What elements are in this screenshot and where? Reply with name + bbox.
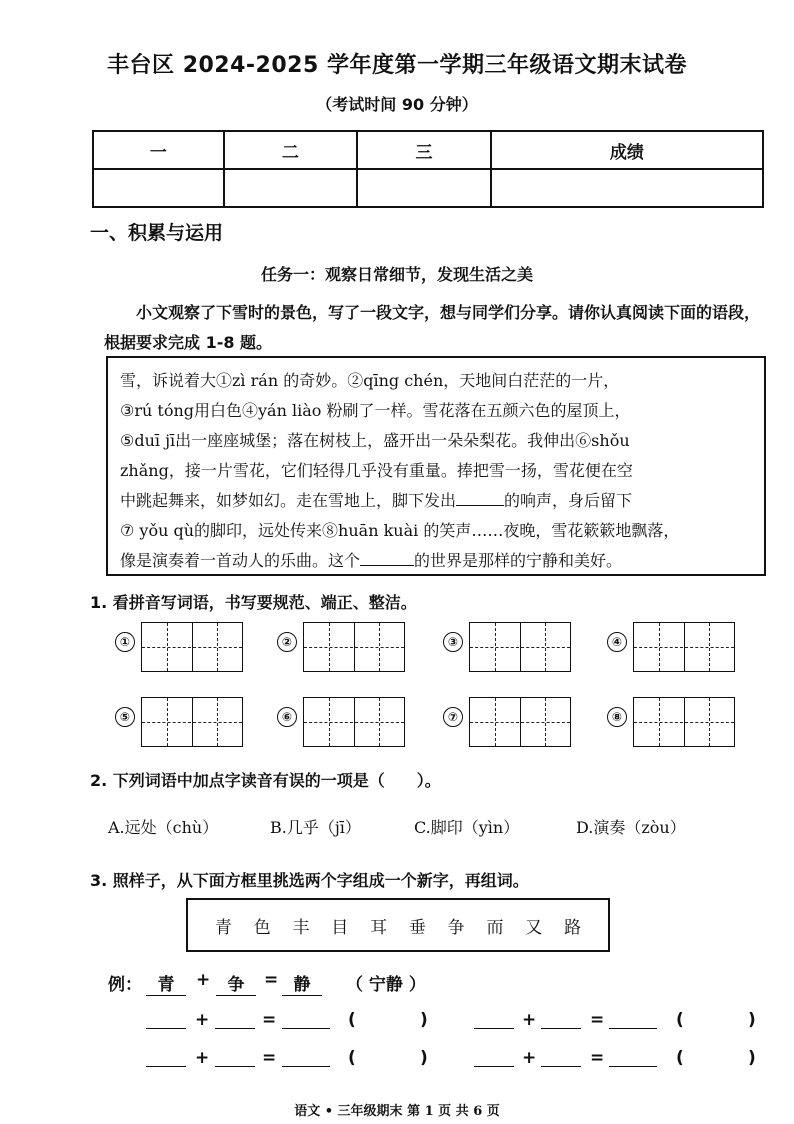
char-option: 色 bbox=[253, 917, 271, 938]
score-cell-1[interactable] bbox=[93, 169, 224, 207]
circled-number: ② bbox=[277, 632, 297, 652]
char-option: 垂 bbox=[408, 917, 426, 938]
char-option: 又 bbox=[525, 917, 543, 938]
answer-line[interactable] bbox=[282, 1066, 330, 1067]
score-header-3: 三 bbox=[357, 131, 491, 169]
passage-line: ③rú tóng用白色④yán liào 粉刷了一样。雪花落在五颜六色的屋顶上， bbox=[120, 401, 631, 420]
paren-close: ) bbox=[748, 1010, 756, 1030]
passage-text: 中跳起舞来，如梦如幻。走在雪地上，脚下发出 bbox=[120, 491, 457, 510]
equals-sign: = bbox=[590, 1010, 605, 1030]
passage-line bbox=[120, 488, 632, 511]
question-2: 2. 下列词语中加点字读音有误的一项是（ ）。 bbox=[90, 771, 441, 790]
paren-close: ) bbox=[420, 1048, 428, 1068]
tian-grid[interactable] bbox=[633, 622, 735, 672]
passage-text: 像是演奏着一首动人的乐曲。这个 bbox=[120, 551, 361, 570]
page-footer: 语文 • 三年级期末 第 1 页 共 6 页 bbox=[294, 1104, 500, 1119]
tian-grid[interactable] bbox=[469, 697, 571, 747]
equals-sign: = bbox=[262, 1048, 277, 1068]
passage-box bbox=[106, 356, 766, 576]
answer-line[interactable] bbox=[541, 1028, 581, 1029]
example-label: 例： bbox=[108, 975, 142, 995]
circled-number: ⑦ bbox=[443, 707, 463, 727]
plus-sign: + bbox=[195, 1048, 210, 1068]
character-box bbox=[186, 898, 610, 952]
score-header-total: 成绩 bbox=[491, 131, 763, 169]
example-word: （ 宁静 ） bbox=[346, 975, 426, 995]
passage-line: zhǎng，接一片雪花，它们轻得几乎没有重量。捧把雪一扬，雪花便在空 bbox=[120, 461, 633, 480]
score-header-2: 二 bbox=[224, 131, 358, 169]
paren-open: ( bbox=[348, 1048, 356, 1068]
score-cell-3[interactable] bbox=[357, 169, 491, 207]
char-option: 丰 bbox=[292, 917, 310, 938]
char-option: 路 bbox=[564, 917, 582, 938]
option-a[interactable]: A.远处（chù） bbox=[108, 818, 219, 837]
char-option: 目 bbox=[331, 917, 349, 938]
tian-grid[interactable] bbox=[141, 622, 243, 672]
answer-line[interactable] bbox=[609, 1028, 657, 1029]
plus-sign: + bbox=[522, 1010, 537, 1030]
answer-line[interactable] bbox=[146, 1028, 186, 1029]
paren-open: ( bbox=[676, 1048, 684, 1068]
option-b[interactable]: B.几乎（jī） bbox=[270, 818, 361, 837]
passage-line: ⑤duī jī出一座座城堡；落在树枝上，盛开出一朵朵梨花。我伸出⑥shǒu bbox=[120, 431, 630, 450]
answer-line[interactable] bbox=[215, 1028, 255, 1029]
circled-number: ④ bbox=[607, 632, 627, 652]
char-option: 而 bbox=[486, 917, 504, 938]
equals-sign: = bbox=[590, 1048, 605, 1068]
plus-sign: + bbox=[195, 1010, 210, 1030]
passage-line: 雪，诉说着大①zì rán 的奇妙。②qīng chén，天地间白茫茫的一片， bbox=[120, 371, 620, 390]
exam-duration: （考试时间 90 分钟） bbox=[316, 95, 478, 114]
answer-line[interactable] bbox=[474, 1028, 514, 1029]
example-char-a: 青 bbox=[146, 970, 186, 996]
score-table bbox=[92, 130, 764, 208]
passage-line: ⑦ yǒu qù的脚印，远处传来⑧huān kuài 的笑声……夜晚，雪花簌簌地飘落， bbox=[120, 521, 680, 540]
equals-sign: = bbox=[264, 970, 279, 990]
char-option: 耳 bbox=[370, 917, 388, 938]
char-option: 争 bbox=[447, 917, 465, 938]
answer-line[interactable] bbox=[215, 1066, 255, 1067]
tian-grid[interactable] bbox=[141, 697, 243, 747]
tian-grid[interactable] bbox=[633, 697, 735, 747]
option-d[interactable]: D.演奏（zòu） bbox=[576, 818, 686, 837]
score-header-1: 一 bbox=[93, 131, 224, 169]
passage-text: 的响声，身后留下 bbox=[504, 491, 633, 510]
plus-sign: + bbox=[196, 970, 211, 990]
answer-line[interactable] bbox=[541, 1066, 581, 1067]
passage-text: 的世界是那样的宁静和美好。 bbox=[414, 551, 623, 570]
char-option: 青 bbox=[214, 917, 232, 938]
example-result: 静 bbox=[282, 970, 322, 996]
tian-grid[interactable] bbox=[303, 697, 405, 747]
example-char-b: 争 bbox=[216, 970, 256, 996]
paren-open: ( bbox=[348, 1010, 356, 1030]
task-title: 任务一：观察日常细节，发现生活之美 bbox=[260, 265, 533, 284]
question-1: 1. 看拼音写词语，书写要规范、端正、整洁。 bbox=[90, 593, 417, 612]
circled-number: ⑧ bbox=[607, 707, 627, 727]
answer-line[interactable] bbox=[474, 1066, 514, 1067]
page-title: 丰台区 2024-2025 学年度第一学期三年级语文期末试卷 bbox=[107, 53, 687, 78]
answer-line[interactable] bbox=[609, 1066, 657, 1067]
intro-paragraph: 小文观察了下雪时的景色，写了一段文字，想与同学们分享。请你认真阅读下面的语段，根据要求完成 1-8 题。 bbox=[104, 303, 761, 352]
option-c[interactable]: C.脚印（yìn） bbox=[414, 818, 520, 837]
paren-open: ( bbox=[676, 1010, 684, 1030]
score-cell-2[interactable] bbox=[224, 169, 358, 207]
question-3: 3. 照样子，从下面方框里挑选两个字组成一个新字，再组词。 bbox=[90, 871, 529, 890]
tian-grid[interactable] bbox=[469, 622, 571, 672]
circled-number: ① bbox=[115, 632, 135, 652]
answer-line[interactable] bbox=[282, 1028, 330, 1029]
paren-close: ) bbox=[420, 1010, 428, 1030]
answer-line[interactable] bbox=[146, 1066, 186, 1067]
passage-line bbox=[120, 548, 622, 571]
fill-blank[interactable] bbox=[456, 491, 504, 506]
section-heading: 一、积累与运用 bbox=[90, 222, 224, 244]
equals-sign: = bbox=[262, 1010, 277, 1030]
fill-blank[interactable] bbox=[360, 551, 414, 566]
score-cell-total[interactable] bbox=[491, 169, 763, 207]
plus-sign: + bbox=[522, 1048, 537, 1068]
circled-number: ⑤ bbox=[115, 707, 135, 727]
circled-number: ⑥ bbox=[277, 707, 297, 727]
tian-grid[interactable] bbox=[303, 622, 405, 672]
circled-number: ③ bbox=[443, 632, 463, 652]
paren-close: ) bbox=[748, 1048, 756, 1068]
